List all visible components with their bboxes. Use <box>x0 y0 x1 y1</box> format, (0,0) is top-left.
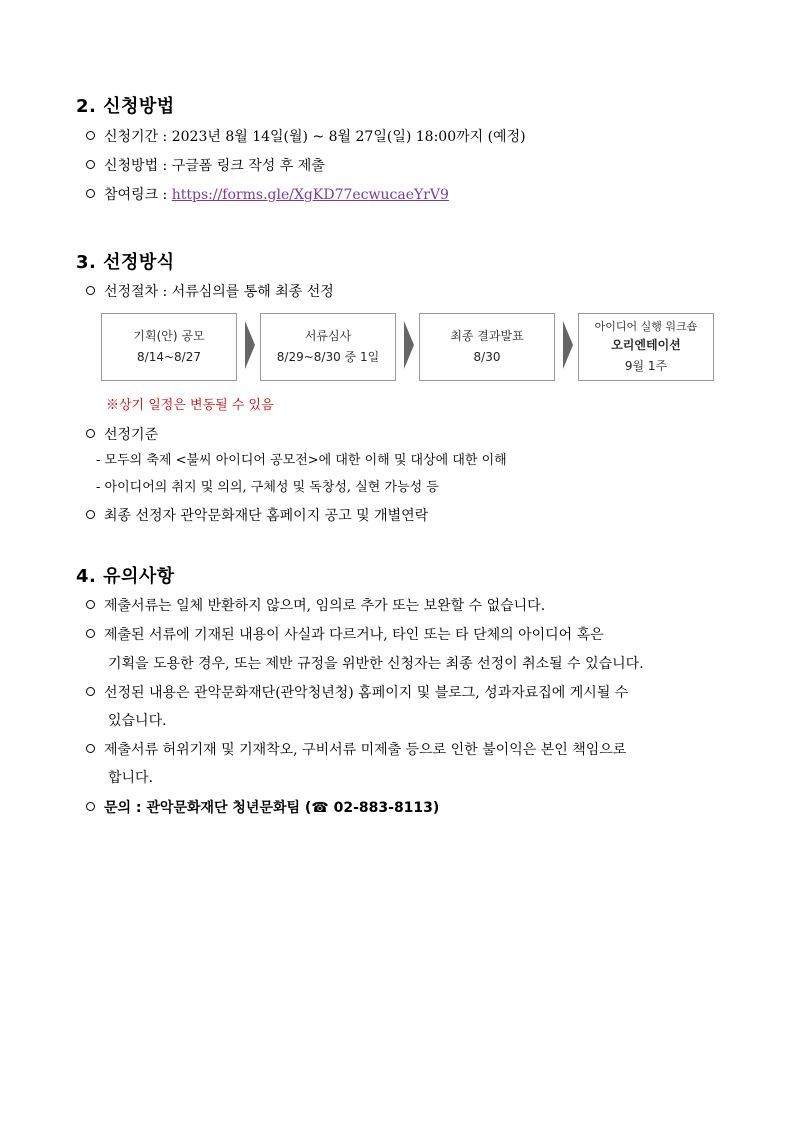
chevron-right-icon <box>563 321 573 369</box>
apply-period-value: 2023년 8월 14일(월) ~ 8월 27일(일) 18:00까지 (예정) <box>171 129 526 145</box>
step-title: 오리엔테이션 <box>611 338 681 352</box>
circle-bullet-icon <box>86 600 95 609</box>
apply-link-row <box>86 185 449 205</box>
chevron-right-icon <box>404 321 414 369</box>
contact-row <box>86 798 439 818</box>
apply-method-value: 구글폼 링크 작성 후 제출 <box>171 158 325 174</box>
step-title: 서류심사 <box>304 329 352 343</box>
separator: : <box>158 158 172 174</box>
criteria-item: - 아이디어의 취지 및 의의, 구체성 및 독창성, 실현 가능성 등 <box>96 480 439 495</box>
apply-period-label: 신청기간 <box>104 129 159 145</box>
selection-procedure-text: 선정절차 : 서류심의를 통해 최종 선정 <box>104 284 334 300</box>
section-3-heading: 3. 선정방식 <box>76 252 175 273</box>
step-title: 최종 결과발표 <box>450 329 524 343</box>
circle-bullet-icon <box>86 429 95 438</box>
step-subtitle: 아이디어 실행 워크숍 <box>594 320 698 333</box>
step-box-orientation <box>578 313 714 381</box>
step-title: 기획(안) 공모 <box>133 329 205 343</box>
step-date: 8/30 <box>473 350 501 364</box>
notice-text-continued: 합니다. <box>108 770 154 786</box>
step-box-final-announcement <box>419 313 555 381</box>
notice-item <box>86 625 604 645</box>
step-box-planning-contest <box>101 313 237 381</box>
contact-text: 문의 : 관악문화재단 청년문화팀 (☎ 02-883-8113) <box>104 800 440 816</box>
chevron-right-icon <box>245 321 255 369</box>
notice-item <box>86 740 626 760</box>
step-date: 8/29~8/30 중 1일 <box>276 350 380 364</box>
circle-bullet-icon <box>86 687 95 696</box>
section-4-heading: 4. 유의사항 <box>76 566 175 587</box>
separator: : <box>158 187 172 203</box>
separator: : <box>158 129 172 145</box>
circle-bullet-icon <box>86 629 95 638</box>
circle-bullet-icon <box>86 189 95 198</box>
selection-procedure-row <box>86 282 334 302</box>
notice-text-continued: 기획을 도용한 경우, 또는 제반 규정을 위반한 신청자는 최종 선정이 취소될 수 있습니다. <box>108 656 644 672</box>
step-date: 9월 1주 <box>624 359 668 373</box>
circle-bullet-icon <box>86 160 95 169</box>
circle-bullet-icon <box>86 131 95 140</box>
criteria-item: - 모두의 축제 <불씨 아이디어 공모전>에 대한 이해 및 대상에 대한 이해 <box>96 453 507 468</box>
selection-criteria-row <box>86 425 158 445</box>
circle-bullet-icon <box>86 510 95 519</box>
apply-method-label: 신청방법 <box>104 158 159 174</box>
notice-item <box>86 596 545 616</box>
selection-criteria-label: 선정기준 <box>104 427 159 443</box>
schedule-change-note: ※상기 일정은 변동될 수 있음 <box>106 398 274 413</box>
notice-text: 제출서류는 일체 반환하지 않으며, 임의로 추가 또는 보완할 수 없습니다. <box>104 598 546 614</box>
circle-bullet-icon <box>86 286 95 295</box>
notice-text: 제출서류 허위기재 및 기재착오, 구비서류 미제출 등으로 인한 불이익은 본인 책임으로 <box>104 742 627 758</box>
apply-method-row <box>86 156 325 176</box>
notice-text-continued: 있습니다. <box>108 713 167 729</box>
notice-text: 선정된 내용은 관악문화재단(관악청년청) 홈페이지 및 블로그, 성과자료집에 게시될 수 <box>104 685 629 701</box>
google-form-link[interactable]: https://forms.gle/XgKD77ecwucaeYrV9 <box>171 187 449 203</box>
section-2-heading: 2. 신청방법 <box>76 96 175 117</box>
step-box-document-review <box>260 313 396 381</box>
apply-link-label: 참여링크 <box>104 187 159 203</box>
circle-bullet-icon <box>86 802 95 811</box>
circle-bullet-icon <box>86 744 95 753</box>
notice-item <box>86 683 628 703</box>
announcement-row <box>86 506 428 526</box>
notice-text: 제출된 서류에 기재된 내용이 사실과 다르거나, 타인 또는 타 단체의 아이디어 혹은 <box>104 627 604 643</box>
apply-period-row <box>86 127 526 147</box>
step-date: 8/14~8/27 <box>137 350 201 364</box>
announcement-text: 최종 선정자 관악문화재단 홈페이지 공고 및 개별연락 <box>104 508 429 524</box>
